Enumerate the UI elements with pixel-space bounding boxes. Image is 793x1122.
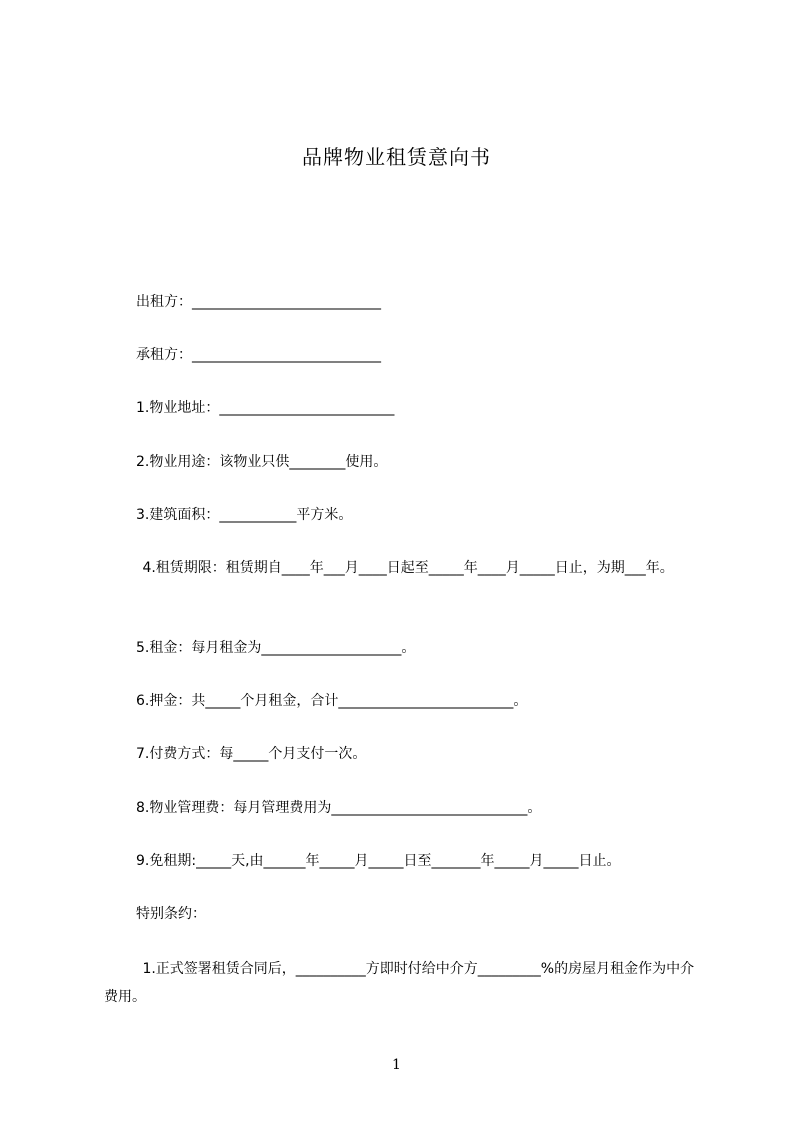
clause-property-use: 2.物业用途：该物业只供________使用。 <box>136 454 388 470</box>
clause-management-fee: 8.物业管理费：每月管理费用为____________________________。 <box>136 800 542 816</box>
clause-property-address: 1.物业地址：_________________________ <box>136 400 395 416</box>
lessee-field: 承租方：___________________________ <box>136 347 381 363</box>
clause-deposit: 6.押金：共_____个月租金，合计_________________________。 <box>136 693 528 709</box>
document-title: 品牌物业租赁意向书 <box>302 145 491 169</box>
page-number: 1 <box>392 1057 401 1073</box>
clause-lease-term-text: 4.租赁期限：租赁期自____年___月____日起至_____年____月_____日止，为期___年。 <box>138 560 674 576</box>
clause-lease-term <box>104 554 704 582</box>
special-terms-heading: 特别条约： <box>136 906 206 922</box>
clause-floor-area: 3.建筑面积：___________平方米。 <box>136 507 353 523</box>
lessor-field: 出租方：___________________________ <box>136 294 381 310</box>
clause-rent: 5.租金：每月租金为____________________。 <box>136 640 416 656</box>
clause-payment-method: 7.付费方式：每_____个月支付一次。 <box>136 746 367 762</box>
special-clause-agency-fee-text: 1.正式签署租赁合同后，__________方即时付给中介方_________%的房屋月租金作为中介费用。 <box>104 961 695 1005</box>
special-clause-agency-fee <box>104 955 704 1011</box>
clause-rent-free-period: 9.免租期:_____天,由______年_____月_____日至_______年_____月_____日止。 <box>136 853 621 869</box>
